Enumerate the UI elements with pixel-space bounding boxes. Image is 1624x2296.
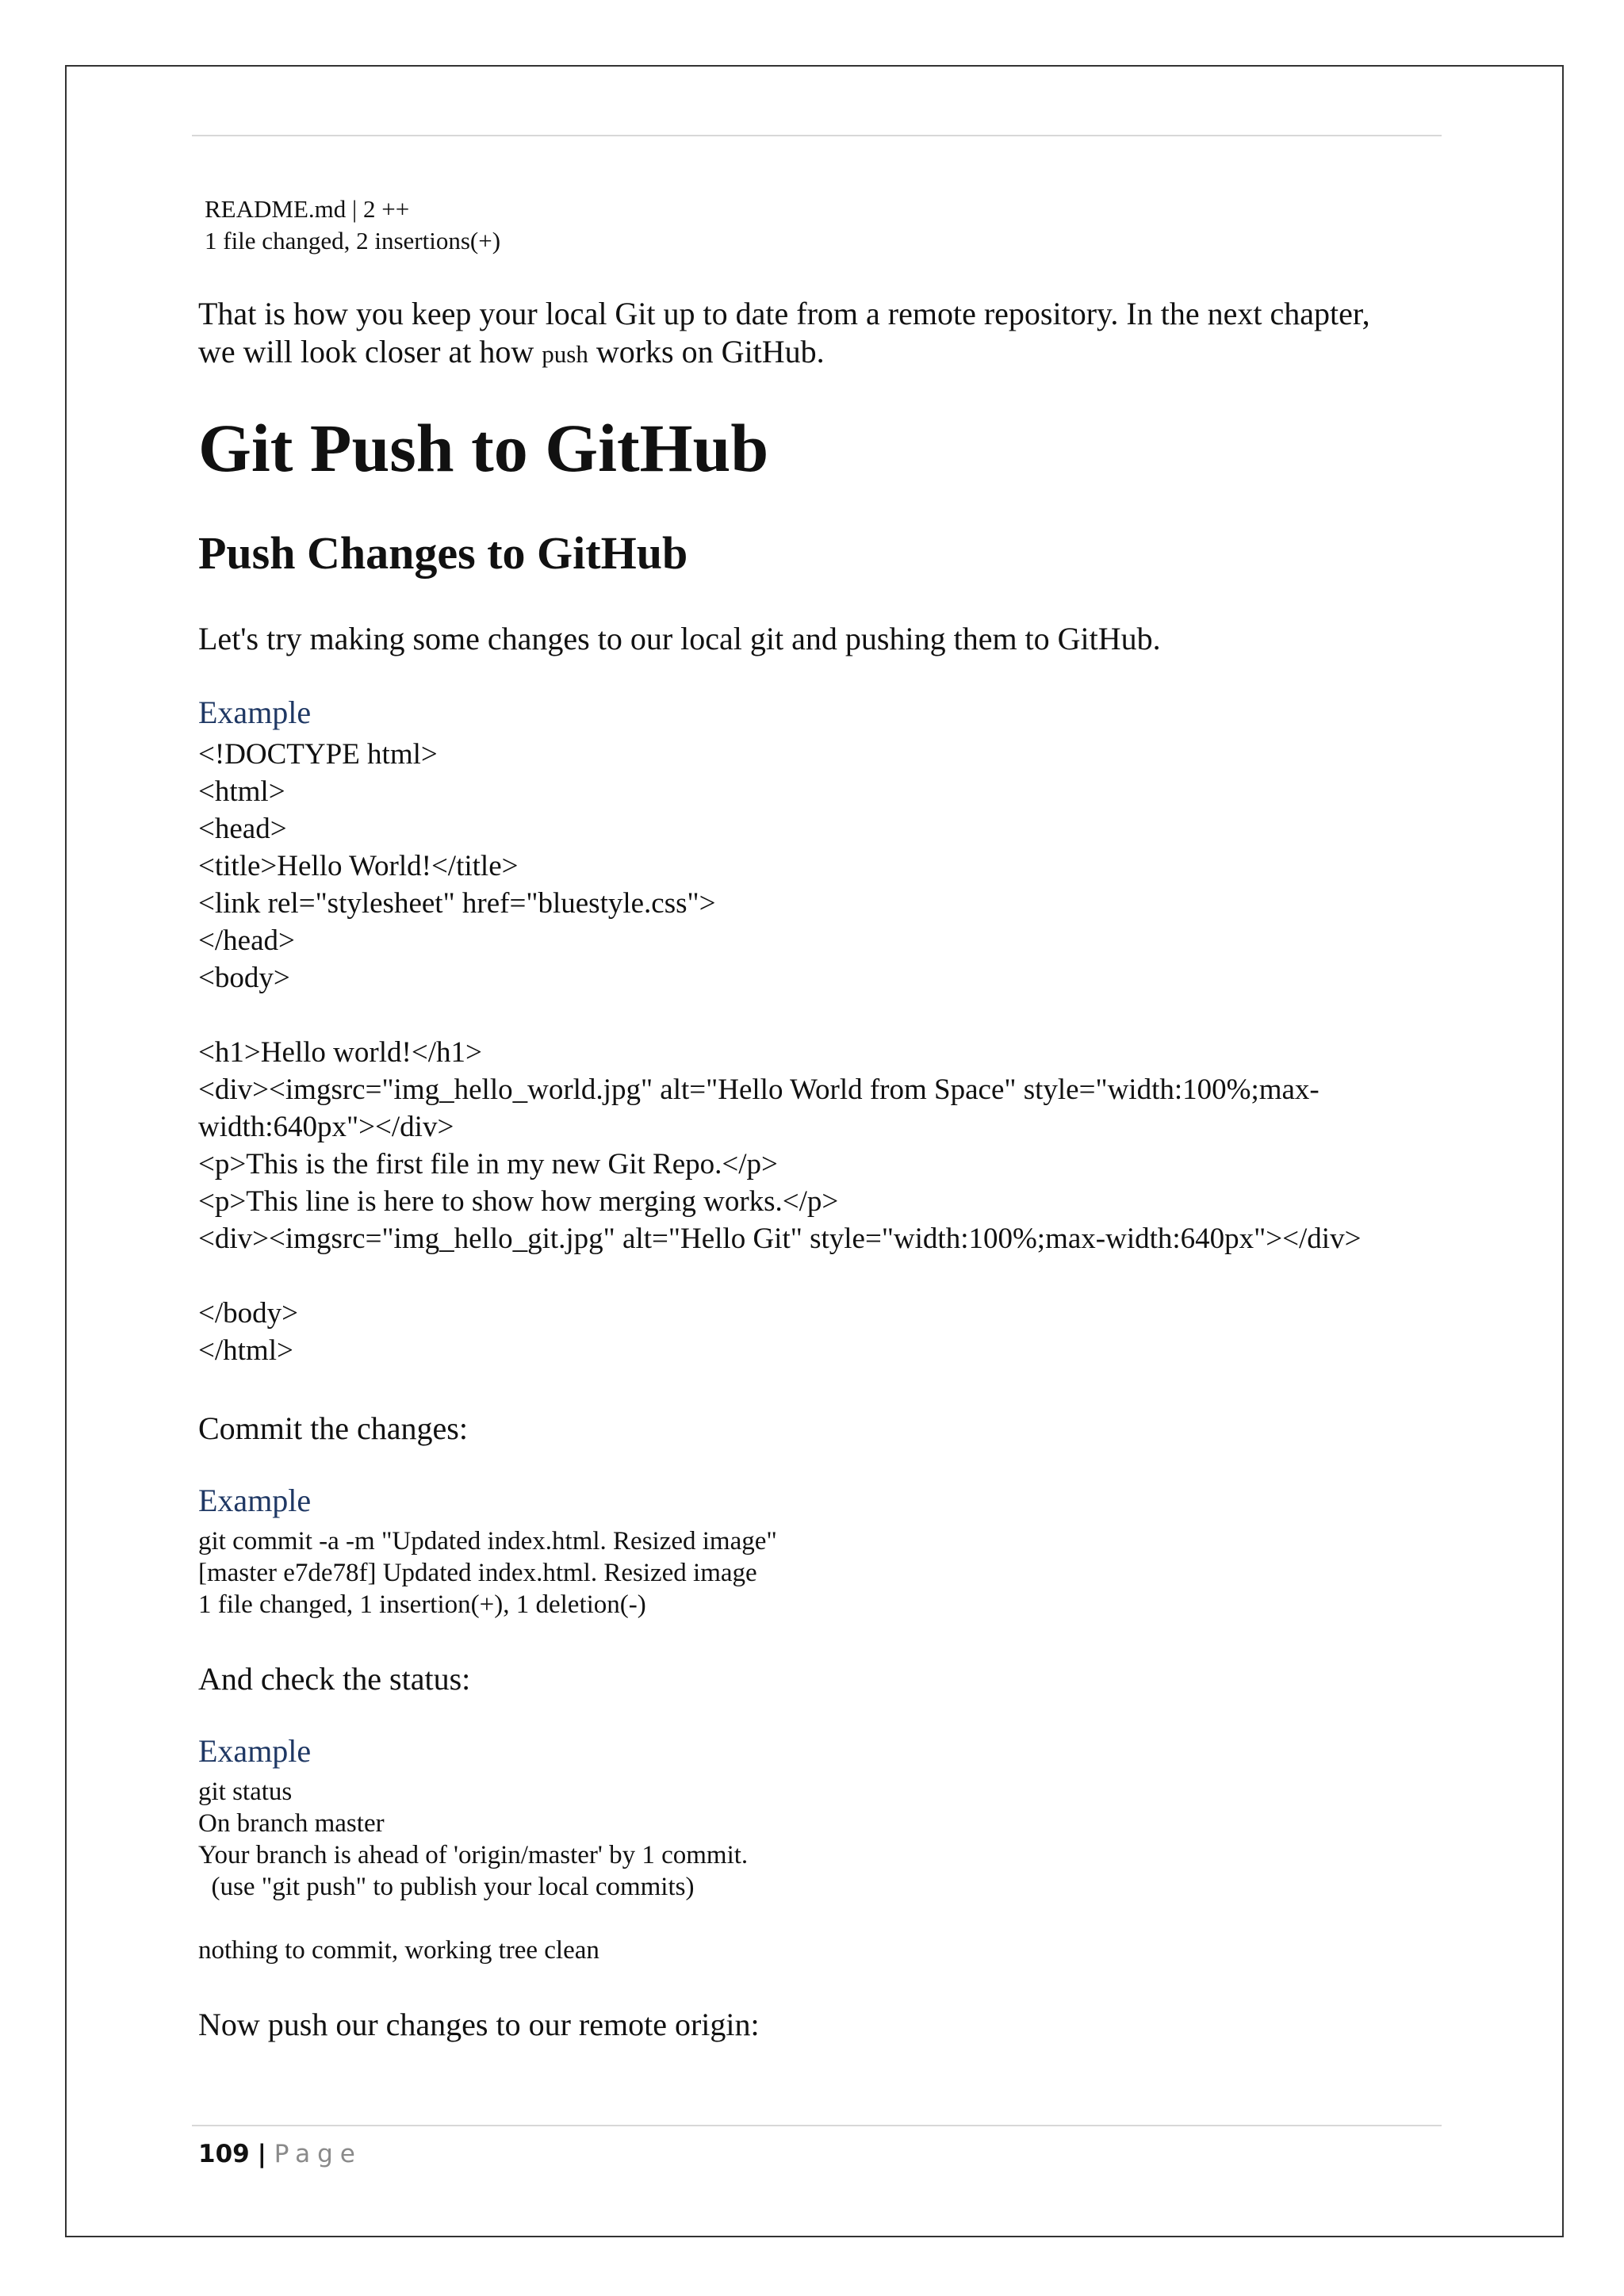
intro-line-2 — [198, 333, 1435, 373]
paragraph-status: And check the status: — [198, 1661, 471, 1697]
code-line: </body> — [198, 1297, 299, 1330]
output-line: README.md | 2 ++ — [205, 195, 410, 223]
terminal-line: 1 file changed, 1 insertion(+), 1 deletion(-) — [198, 1590, 646, 1619]
page-word: Page — [274, 2140, 362, 2168]
example-label: Example — [198, 695, 312, 730]
intro-text-after: works on GitHub. — [588, 334, 825, 369]
terminal-line: git status — [198, 1777, 293, 1806]
example-label: Example — [198, 1733, 312, 1769]
code-line: <link rel="stylesheet" href="bluestyle.css"> — [198, 887, 716, 920]
code-line: <title>Hello World!</title> — [198, 850, 519, 882]
terminal-line: nothing to commit, working tree clean — [198, 1936, 599, 1965]
terminal-line-blank — [198, 1903, 1435, 1934]
code-line: </html> — [198, 1334, 293, 1367]
code-line: <!DOCTYPE html> — [198, 738, 438, 771]
terminal-line: (use "git push" to publish your local commits) — [198, 1873, 695, 1901]
code-line: <h1>Hello world!</h1> — [198, 1036, 482, 1069]
code-line-blank — [198, 1257, 1435, 1295]
section-heading: Push Changes to GitHub — [198, 527, 688, 579]
footer-rule — [192, 2125, 1442, 2126]
code-line: <p>This is the first file in my new Git Repo.</p> — [198, 1148, 778, 1181]
code-line: <head> — [198, 813, 287, 845]
terminal-line: Your branch is ahead of 'origin/master' by 1 commit. — [198, 1841, 749, 1869]
terminal-line: On branch master — [198, 1809, 385, 1838]
paragraph-try: Let's try making some changes to our local git and pushing them to GitHub. — [198, 621, 1161, 656]
code-line-blank — [198, 997, 1435, 1034]
commit-output-block — [198, 1525, 1435, 1621]
code-line: <div><imgsrc="img_hello_git.jpg" alt="Hello Git" style="width:100%;max-width:640px"></div> — [198, 1223, 1362, 1255]
code-line: <html> — [198, 775, 285, 808]
page-number: 109 — [198, 2140, 250, 2168]
page-footer — [198, 2137, 362, 2171]
terminal-line: git commit -a -m "Updated index.html. Resized image" — [198, 1527, 777, 1556]
code-line: <body> — [198, 962, 290, 994]
code-line: width:640px"></div> — [198, 1111, 454, 1143]
header-rule — [192, 135, 1442, 136]
paragraph-push: Now push our changes to our remote origin: — [198, 2007, 760, 2042]
example-label: Example — [198, 1483, 312, 1518]
code-line: </head> — [198, 924, 295, 957]
code-line: <p>This line is here to show how merging works.</p> — [198, 1185, 839, 1218]
inline-code-push: push — [542, 340, 588, 368]
page-title: Git Push to GitHub — [198, 410, 769, 486]
readme-output — [205, 193, 1442, 257]
intro-line-1: That is how you keep your local Git up to date from a remote repository. In the next chapter, — [198, 296, 1370, 331]
terminal-line: [master e7de78f] Updated index.html. Resized image — [198, 1559, 757, 1587]
html-code-block — [198, 736, 1435, 1369]
footer-separator: | — [257, 2140, 266, 2168]
status-output-block — [198, 1776, 1435, 1966]
paragraph-commit: Commit the changes: — [198, 1410, 468, 1446]
code-line: <div><imgsrc="img_hello_world.jpg" alt="Hello World from Space" style="width:100%;max- — [198, 1073, 1320, 1106]
intro-paragraph — [198, 295, 1435, 373]
output-line: 1 file changed, 2 insertions(+) — [205, 227, 501, 254]
intro-text-before: we will look closer at how — [198, 334, 542, 369]
